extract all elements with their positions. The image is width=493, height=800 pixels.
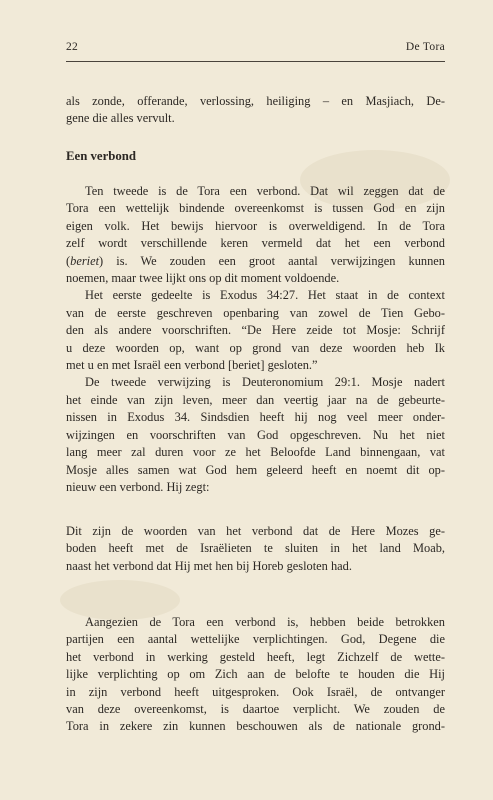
- text-line: den als andere voorschriften. “De Here zeide tot Mosje: Schrijf: [66, 323, 445, 338]
- text-line: (beriet) is. We zouden een groot aantal verwijzingen kunnen: [66, 253, 445, 268]
- text-line: in zijn verbond heeft uitgesproken. Ook Israël, de ontvanger: [66, 684, 445, 699]
- paragraph-continuation: [66, 93, 445, 128]
- text-line: nissen in Exodus 34. Sindsdien heeft hij nog veel meer onder-: [66, 410, 445, 425]
- italic-term: beriet: [70, 253, 100, 268]
- text-line: van de eerste geschreven openbaring van zowel de Tien Gebo-: [66, 305, 445, 320]
- text-line: lang meer zal duren voor ze het Beloofde Land binnengaan, vat: [66, 445, 445, 460]
- section-heading: Een verbond: [66, 149, 137, 163]
- text-line: partijen een aantal wettelijke verplichtingen. God, Degene die: [66, 632, 445, 647]
- text-line: lijke verplichting op om Zich aan de belofte te houden die Hij: [66, 667, 445, 682]
- text-line: met u en met Israël een verbond [beriet] gesloten.”: [66, 358, 318, 373]
- text-line: Tora een wettelijk bindende overeenkomst is tussen God en zijn: [66, 201, 445, 216]
- text-line: Mosje alles samen wat God hem geleerd heeft en noemt dit op-: [66, 462, 445, 477]
- text-line: zelf wordt verschillende keren vermeld dat het een verbond: [66, 236, 445, 251]
- text-line: Tora in zekere zin kunnen beschouwen als de nationale grond-: [66, 719, 445, 734]
- running-head: [66, 41, 445, 53]
- text-line: nieuw een verbond. Hij zegt:: [66, 479, 210, 494]
- quote-line: naast het verbond dat Hij met hen bij Horeb gesloten had.: [66, 558, 352, 573]
- text-line: noemen, maar twee lijkt ons op dit moment voldoende.: [66, 271, 340, 286]
- text-line: het verbond in werking gesteld heeft, legt Zichzelf de wette-: [66, 649, 445, 664]
- page-number: 22: [66, 41, 79, 53]
- text-line: wijzingen en voorschriften van God opgeschreven. Nu het niet: [66, 427, 445, 442]
- text-line: Het eerste gedeelte is Exodus 34:27. Het staat in de context: [85, 288, 445, 303]
- quote-line: Dit zijn de woorden van het verbond dat de Here Mozes ge-: [66, 524, 445, 538]
- text-line: het einde van zijn leven, meer dan veertig jaar na de gebeurte-: [66, 392, 445, 407]
- text-line: als zonde, offerande, verlossing, heiliging – en Masjiach, De-: [66, 94, 445, 108]
- header-rule: [66, 61, 445, 62]
- text-line: Ten tweede is de Tora een verbond. Dat wil zeggen dat de: [85, 184, 445, 198]
- text-line: eigen volk. Het bewijs hiervoor is overweldigend. In de Tora: [66, 218, 445, 233]
- closing-paragraph: [66, 614, 445, 736]
- text-line: De tweede verwijzing is Deuteronomium 29:1. Mosje nadert: [85, 375, 445, 390]
- block-quote: [66, 523, 445, 575]
- running-title: De Tora: [405, 41, 445, 53]
- text-line: u deze woorden op, want op grond van deze woorden heb Ik: [66, 340, 445, 355]
- text-line: van deze overeenkomst, is daartoe verplicht. We zouden de: [66, 702, 445, 717]
- body-paragraphs: [66, 183, 445, 496]
- text-line: Aangezien de Tora een verbond is, hebben beide betrokken: [85, 615, 445, 629]
- quote-line: boden heeft met de Israëlieten te sluiten in het land Moab,: [66, 541, 445, 556]
- text-line: gene die alles vervult.: [66, 111, 175, 126]
